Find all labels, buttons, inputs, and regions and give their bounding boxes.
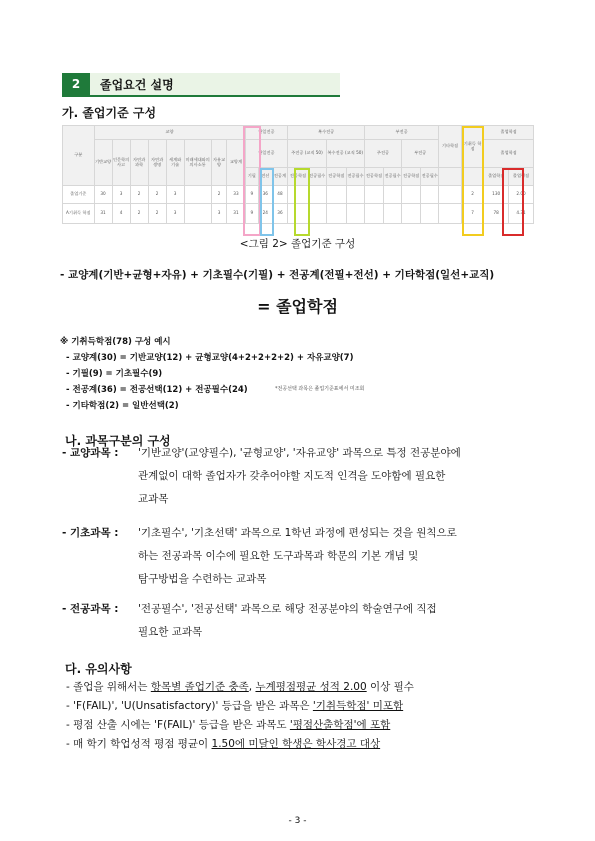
note-emphasis: '평점산출학점'에 포함 [289,719,391,731]
note-emphasis: 1.50에 미달인 학생은 학사경고 대상 [211,738,381,750]
cell: 36 [259,186,273,204]
col-boksu-bok: 복수전공 (교직 50) [326,140,364,168]
col-jayeon-gwahak: 자연과 과학 [130,140,148,186]
sub-major: 전공학점 [326,168,346,186]
sub-major: 전공필수 [308,168,326,186]
col-jolup: 졸업학점 [484,140,534,168]
col-bu-bu: 부전공 [402,140,439,168]
row-label: 졸업기준 [63,186,95,204]
highlight-gitahakjeom [462,126,484,236]
subsection-da-title: 다. 유의사항 [65,662,132,676]
description-line: '기초필수', '기초선택' 과목으로 1학년 과정에 편성되는 것을 원칙으로 [138,527,457,539]
cell: 3 [112,186,130,204]
group-header-jolup: 졸업학점 [484,126,534,140]
note-emphasis: 누계평점평균 성적 2.00 [255,681,367,693]
category-description [138,442,538,511]
sub-major: 전공학점 [402,168,421,186]
row-label-header: 구분 [63,126,95,186]
cell: 2 [148,186,166,204]
cell: 3 [166,186,184,204]
sub-major: 전공필수 [421,168,439,186]
category-label: - 기초과목 : [62,527,119,539]
cell: 24 [259,204,273,224]
highlight-jolup [502,168,524,236]
note-emphasis: 항목별 졸업기준 충족 [150,681,249,693]
example-line: - 기필(9) = 기초필수(9) [66,369,163,379]
group-header-bu: 부전공 [364,126,438,140]
note-text: - 평점 산출 시에는 'F(FAIL)' 등급을 받은 과목도 [66,719,290,731]
header-gichuiteuk: 기취득 학점 [461,126,484,168]
formula-line: - 교양계(기반+균형+자유) + 기초필수(기필) + 전공계(전필+전선) + 기타학점(일선+교직) [60,269,495,281]
example-title: ※ 기취득학점(78) 구성 예시 [60,337,171,347]
sub-major: 전공학점 [364,168,383,186]
cell: 2 [130,186,148,204]
col-segye-gisul: 세계와 기술 [166,140,184,186]
col-jayugyoyang: 자유교양 [211,140,227,186]
note-emphasis: '기취득학점' 미포함 [312,700,404,712]
category-description [138,598,538,644]
example-note: *전공선택 과목은 졸업기준표에서 미조회 [275,386,365,392]
highlight-jeongonggye [294,168,310,236]
cell: 2 [148,204,166,224]
cell [308,186,326,204]
col-mirae: 미래세대와의 의사소통 [184,140,211,186]
category-label: - 전공과목 : [62,603,119,615]
sub-major: 전공필수 [384,168,402,186]
col-gibangyoyang: 기반교양 [94,140,112,186]
sub-jolup-hakjeom: 졸업학점 [484,168,509,186]
cell: 31 [94,204,112,224]
category-description [138,522,538,591]
cell: 30 [94,186,112,204]
group-header-boksu: 복수전공 [288,126,365,140]
example-line: - 기타학점(2) = 일반선택(2) [66,401,179,411]
cell [402,204,421,224]
cell: 2.00 [509,186,534,204]
header-gitahakjeom: 기타학점 [439,126,462,168]
sub-empty [439,168,462,186]
description-line: 필요한 교과목 [138,626,203,638]
section-title: 졸업요건 설명 [100,78,174,92]
cell [439,204,462,224]
cell [326,186,346,204]
cell [346,204,364,224]
cell: 48 [272,186,288,204]
description-line: 탐구방법을 수련하는 교과목 [138,573,267,585]
cell [402,186,421,204]
col-jayeon-saengmyeong: 자연과 생명 [148,140,166,186]
group-header-gyoyang: 교양 [94,126,245,140]
highlight-gipil [260,168,274,236]
cell: 4 [112,204,130,224]
cell: 3 [166,204,184,224]
cell [364,186,383,204]
sub-gipil: 기필 [245,168,259,186]
col-gyoyanggye: 교양계 [227,140,245,186]
cell: 2 [211,186,227,204]
highlight-gyoyanggye [243,126,261,236]
cell: 2 [461,186,484,204]
col-bu-ju: 주전공 [364,140,401,168]
cell [184,186,211,204]
description-line: '기반교양'(교양필수), '균형교양', '자유교양' 과목으로 특정 전공분야에 [138,447,461,459]
col-boksu-ju: 주전공 (교직 50) [288,140,326,168]
notes-list [66,676,546,756]
section-number: 2 [62,73,90,95]
row-label: A기취득 학점 [63,204,95,224]
description-line: 교과목 [138,493,169,505]
note-text: , [248,681,256,693]
cell: 78 [484,204,509,224]
cell: 2 [130,204,148,224]
description-line: 하는 전공과목 이수에 필요한 도구과목과 학문의 기본 개념 및 [138,550,419,562]
cell [421,204,439,224]
cell [346,186,364,204]
note-text: - 'F(FAIL)', 'U(Unsatisfactory)' 등급을 받은 과목은 [66,700,313,712]
note-item [66,733,546,756]
note-text: 이상 필수 [366,681,414,693]
cell [384,204,402,224]
page-number: - 3 - [288,816,307,826]
sub-jeongonggye: 전공계 [272,168,288,186]
note-text: - 매 학기 학업성적 평점 평균이 [66,738,212,750]
sub-jeonseon: 전선 [259,168,273,186]
description-line: 관계없이 대학 졸업자가 갖추어야할 지도적 인격을 도야함에 필요한 [138,470,446,482]
cell [384,186,402,204]
subsection-ga-title: 가. 졸업기준 구성 [62,106,157,120]
figure-caption: <그림 2> 졸업기준 구성 [239,238,356,250]
cell [308,204,326,224]
cell [421,186,439,204]
sub-major: 전공필수 [346,168,364,186]
cell: 130 [484,186,509,204]
sub-jolup-pyeongjeom: 졸업평점 [509,168,534,186]
cell: 9 [245,186,259,204]
description-line: '전공필수', '전공선택' 과목으로 해당 전공분야의 학술연구에 직접 [138,603,437,615]
group-header-danil: 단일전공 [245,126,288,140]
cell [439,186,462,204]
cell [364,204,383,224]
cell [184,204,211,224]
cell [326,204,346,224]
example-line: - 전공계(36) = 전공선택(12) + 전공필수(24) [66,385,248,395]
cell: 7 [461,204,484,224]
col-danil: 단일전공 [245,140,288,168]
col-inmun: 인문학의 사고 [112,140,130,186]
cell: 33 [227,186,245,204]
category-label: - 교양과목 : [62,447,119,459]
cell: 36 [272,204,288,224]
cell: 31 [227,204,245,224]
sub-major: 전공학점 [288,168,308,186]
subsection-na-title: 나. 과목구분의 구성 [65,434,171,448]
cell: 3 [211,204,227,224]
formula-result: = 졸업학점 [257,297,338,316]
cell: 4.31 [509,204,534,224]
example-line: - 교양계(30) = 기반교양(12) + 균형교양(4+2+2+2+2) + 자유교양(7) [66,353,354,363]
cell: 9 [245,204,259,224]
note-text: - 졸업을 위해서는 [66,681,151,693]
